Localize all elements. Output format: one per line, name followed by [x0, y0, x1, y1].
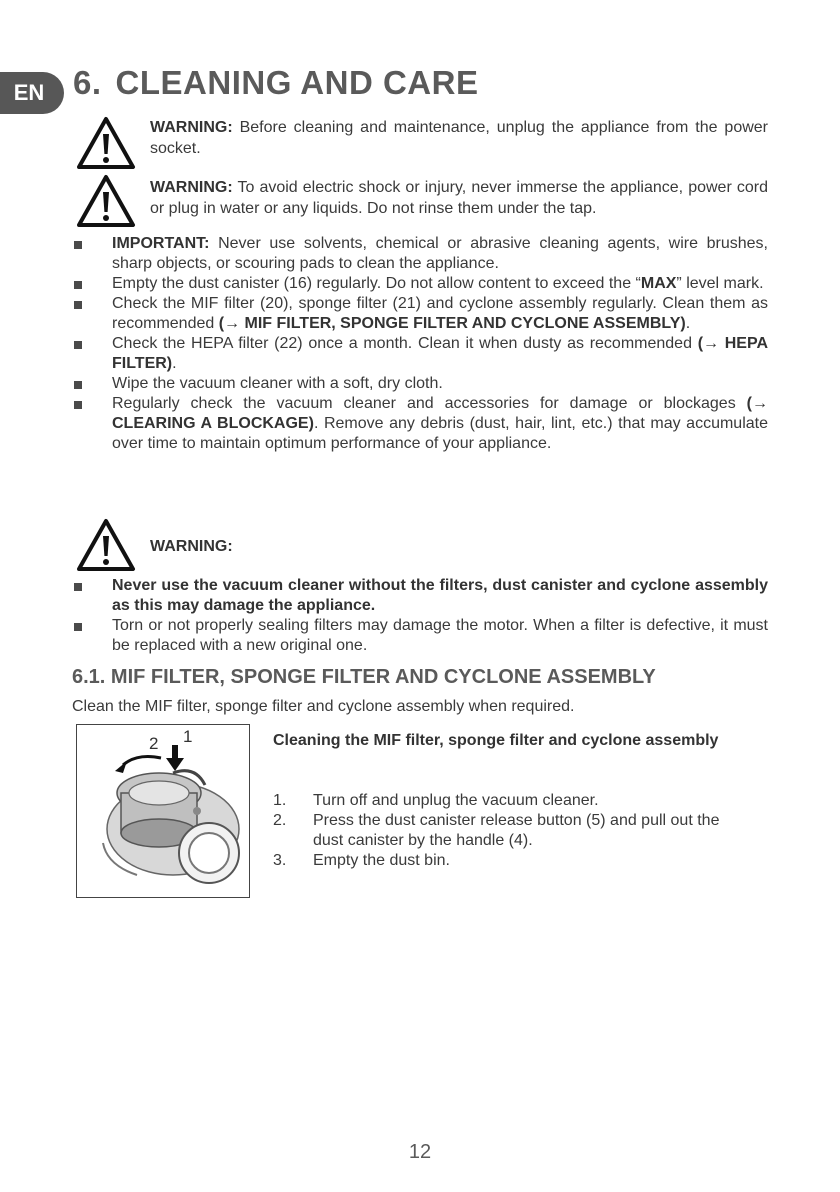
- list-item-text: Regularly check the vacuum cleaner and accessories for damage or blockages: [112, 395, 747, 412]
- list-item-text: .: [172, 355, 177, 372]
- language-tab: EN: [0, 72, 64, 114]
- vacuum-illustration: [76, 724, 250, 898]
- list-item: [72, 294, 768, 334]
- care-instructions-list: [72, 234, 768, 454]
- step-text: Empty the dust bin.: [313, 852, 450, 869]
- warning-label: WARNING:: [150, 538, 233, 555]
- list-item: [72, 616, 768, 656]
- warning-text: Before cleaning and maintenance, unplug the appliance from the power socket.: [150, 119, 768, 157]
- list-item: [72, 334, 768, 374]
- warning-triangle-icon: [76, 116, 136, 170]
- list-item: [72, 234, 768, 274]
- list-item: [72, 576, 768, 616]
- list-item-text: Never use the vacuum cleaner without the filters, dust canister and cyclone assembly as this may damage the appliance.: [112, 577, 768, 614]
- warning-2: [150, 177, 768, 219]
- warning-label: WARNING:: [150, 119, 233, 136]
- procedure-heading: Cleaning the MIF filter, sponge filter and cyclone assembly: [273, 732, 719, 749]
- vacuum-cleaner-icon: [77, 725, 249, 897]
- section-number: 6.: [73, 64, 102, 101]
- section-title: CLEANING AND CARE: [115, 64, 479, 101]
- list-item: [72, 394, 768, 454]
- list-item-text: .: [685, 315, 691, 332]
- step-item: [273, 851, 751, 871]
- step-text: Press the dust canister release button (5) and pull out the dust canister by the handle (4).: [313, 812, 720, 849]
- warning-label: WARNING:: [150, 179, 233, 196]
- warning-list: [72, 576, 768, 656]
- step-item: [273, 811, 751, 851]
- page-number: 12: [408, 1141, 432, 1163]
- important-label: IMPORTANT:: [112, 235, 210, 252]
- step-number: 2.: [273, 812, 287, 829]
- step-text: Turn off and unplug the vacuum cleaner.: [313, 792, 599, 809]
- figure-label-2: 2: [149, 734, 159, 753]
- list-item-text: ” level mark.: [676, 275, 764, 292]
- step-item: [273, 791, 751, 811]
- figure-label-1: 1: [183, 727, 193, 746]
- list-item-text: Check the HEPA filter (22) once a month. Clean it when dusty as recommended: [112, 335, 698, 352]
- warning-triangle-icon: [76, 518, 136, 572]
- subsection-intro: Clean the MIF filter, sponge filter and cyclone assembly when required.: [72, 698, 575, 715]
- cross-reference: (→ MIF FILTER, SPONGE FILTER AND CYCLONE ASSEMBLY): [218, 315, 686, 332]
- warning-1: [150, 117, 768, 159]
- warning-text: To avoid electric shock or injury, never immerse the appliance, power cord or plug in water or any liquids. Do not rinse them under the tap.: [150, 179, 768, 217]
- warning-triangle-icon: [76, 174, 136, 228]
- list-item-text: Check the MIF filter (20), sponge filter (21) and cyclone assembly regularly. Clean them as recommended: [112, 295, 768, 332]
- max-label: MAX: [640, 275, 677, 292]
- down-arrow-icon: [166, 758, 184, 771]
- cross-reference: (→ HEPA FILTER): [112, 335, 769, 372]
- curved-arrow-icon: [115, 761, 127, 773]
- list-item-text: Wipe the vacuum cleaner with a soft, dry cloth.: [112, 375, 443, 392]
- list-item-text: Torn or not properly sealing filters may damage the motor. When a filter is defective, it must be replaced with a new original one.: [112, 617, 768, 654]
- cross-reference: (→ CLEARING A BLOCKAGE): [112, 395, 768, 432]
- list-item-text: . Remove any debris (dust, hair, lint, etc.) that may accumulate over time to maintain optimum performance of your appliance.: [112, 415, 768, 452]
- list-item-text: Never use solvents, chemical or abrasive cleaning agents, wire brushes, sharp objects, or scouring pads to clean the appliance.: [112, 235, 768, 272]
- page-title: [73, 64, 478, 102]
- step-number: 1.: [273, 792, 287, 809]
- step-number: 3.: [273, 852, 287, 869]
- list-item: [72, 374, 768, 394]
- steps-list: [273, 791, 751, 871]
- list-item-text: Empty the dust canister (16) regularly. Do not allow content to exceed the “: [112, 275, 641, 292]
- subsection-heading: 6.1. MIF FILTER, SPONGE FILTER AND CYCLONE ASSEMBLY: [72, 666, 656, 688]
- list-item: [72, 274, 768, 294]
